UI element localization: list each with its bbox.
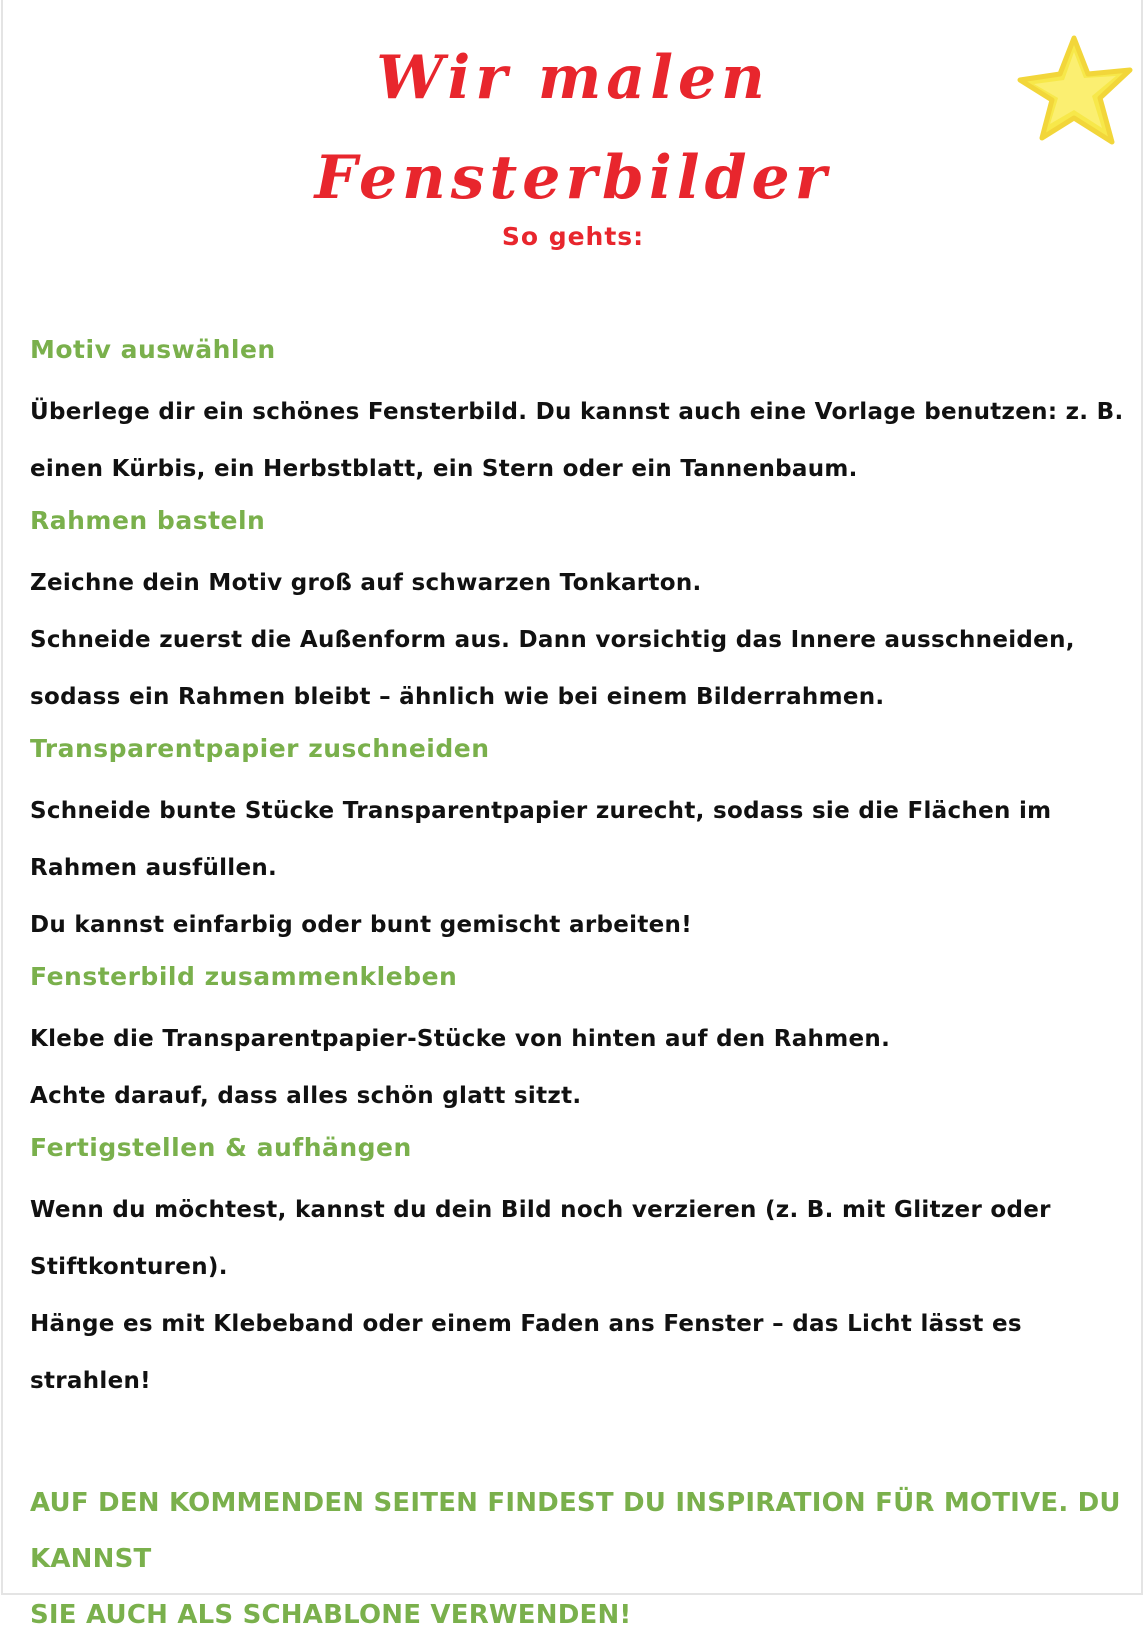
section-title: Transparentpapier zuschneiden: [30, 734, 490, 763]
page-title-line1: Wir malen: [376, 43, 770, 113]
section-title: Motiv auswählen: [30, 335, 276, 364]
instruction-line: Schneide bunte Stücke Transparentpapier zurecht, sodass sie die Flächen im: [30, 798, 1052, 824]
section-zusammenkleben: [30, 954, 1120, 1125]
section-title: Rahmen basteln: [30, 506, 266, 535]
instruction-line: sodass ein Rahmen bleibt – ähnlich wie bei einem Bilderrahmen.: [30, 684, 885, 710]
instructions: [30, 327, 1124, 1410]
footer-line: SIE AUCH ALS SCHABLONE VERWENDEN!: [30, 1600, 632, 1630]
instruction-line: Achte darauf, dass alles schön glatt sitzt.: [30, 1083, 582, 1109]
section-transparentpapier: [30, 726, 1120, 954]
section-fertigstellen: [30, 1125, 1120, 1410]
star-icon: [1012, 30, 1142, 160]
section-rahmen: [30, 498, 1120, 726]
page-subtitle: So gehts:: [501, 222, 645, 251]
instruction-line: einen Kürbis, ein Herbstblatt, ein Stern oder ein Tannenbaum.: [30, 456, 858, 482]
section-motiv: [30, 327, 1124, 498]
footer-line: AUF DEN KOMMENDEN SEITEN FINDEST DU INSPIRATION FÜR MOTIVE. DU KANNST: [30, 1488, 1121, 1574]
section-title: Fertigstellen & aufhängen: [30, 1133, 412, 1162]
instruction-line: Wenn du möchtest, kannst du dein Bild noch verzieren (z. B. mit Glitzer oder: [30, 1197, 1051, 1223]
instruction-line: Hänge es mit Klebeband oder einem Faden ans Fenster – das Licht lässt es: [30, 1311, 1022, 1337]
instruction-line: Zeichne dein Motiv groß auf schwarzen Tonkarton.: [30, 570, 702, 596]
page-title-line2: Fensterbilder: [314, 143, 832, 213]
instruction-line: Stiftkonturen).: [30, 1254, 228, 1280]
instruction-line: Schneide zuerst die Außenform aus. Dann vorsichtig das Innere ausschneiden,: [30, 627, 1075, 653]
instruction-line: Klebe die Transparentpapier-Stücke von hinten auf den Rahmen.: [30, 1026, 891, 1052]
instruction-line: Du kannst einfarbig oder bunt gemischt arbeiten!: [30, 912, 692, 938]
instruction-line: Rahmen ausfüllen.: [30, 855, 278, 881]
footer-note: [30, 1475, 1130, 1643]
instruction-line: Überlege dir ein schönes Fensterbild. Du kannst auch eine Vorlage benutzen: z. B.: [30, 399, 1124, 425]
instruction-line: strahlen!: [30, 1368, 151, 1394]
section-title: Fensterbild zusammenkleben: [30, 962, 458, 991]
